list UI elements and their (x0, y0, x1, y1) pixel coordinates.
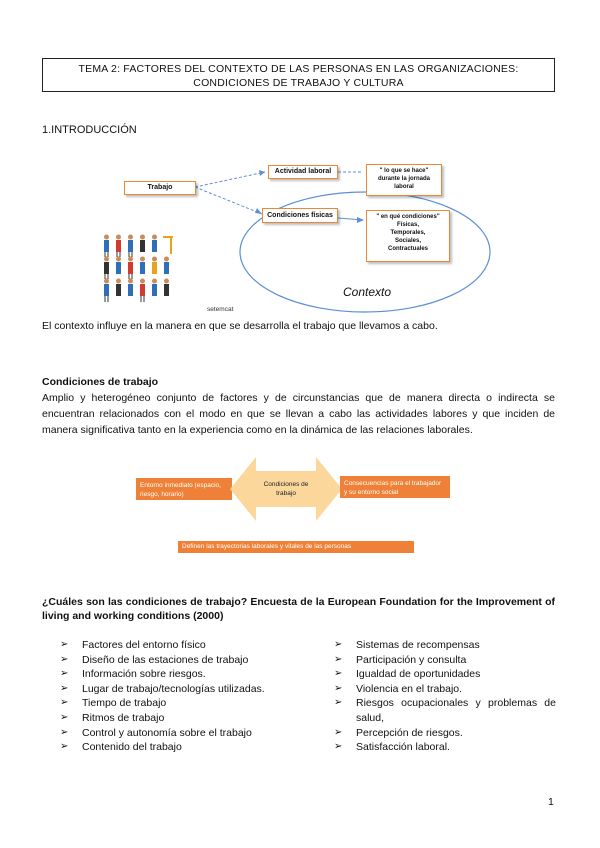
encuesta-heading: ¿Cuáles son las condiciones de trabajo? Encuesta de la European Foundation for the Improvement of living and working conditions (2000) (42, 596, 555, 622)
list-item: ➢ Tiempo de trabajo (60, 696, 300, 711)
list-item: ➢ Violencia en el trabajo. (334, 682, 556, 697)
list-item: ➢ Igualdad de oportunidades (334, 667, 556, 682)
list-item: ➢ Contenido del trabajo (60, 740, 300, 755)
condiciones-note-line: Contractuales (387, 246, 428, 252)
title-line-1: TEMA 2: FACTORES DEL CONTEXTO DE LAS PERSONAS EN LAS ORGANIZACIONES: (78, 63, 519, 75)
contexto-label: Contexto (343, 285, 392, 299)
list-item: ➢ Información sobre riesgos. (60, 667, 300, 682)
condiciones-note-line: Sociales, (394, 238, 421, 244)
list-item: ➢ Satisfacción laboral. (334, 740, 556, 755)
list-item: ➢ Sistemas de recompensas (334, 638, 556, 653)
condiciones-note-box (366, 210, 450, 262)
list-item: ➢ Participación y consulta (334, 653, 556, 668)
arrow-to-actividad (195, 172, 265, 187)
list-item: ➢ Control y autonomía sobre el trabajo (60, 726, 300, 741)
section-heading-intro: 1.INTRODUCCIÓN (42, 124, 137, 136)
condiciones-note-line: Físicas, (396, 222, 419, 228)
title-line-2: CONDICIONES DE TRABAJO Y CULTURA (193, 77, 404, 89)
title-box (42, 58, 555, 92)
condiciones-fisicas-box: Condiciones físicas (262, 208, 338, 223)
arrow-to-condiciones (195, 187, 262, 214)
list-item: ➢ Diseño de las estaciones de trabajo (60, 653, 300, 668)
condiciones-center-label: Condiciones de trabajo (263, 481, 309, 497)
page-number: 1 (548, 796, 554, 808)
actividad-note-box (366, 164, 442, 196)
trabajo-box: Trabajo (124, 181, 196, 195)
actividad-note-line: " lo que se hace" (379, 168, 429, 174)
list-item: ➢ Factores del entorno físico (60, 638, 300, 653)
consecuencias-box: Consecuencias para el trabajador y su entorno social (340, 476, 450, 498)
list-item: ➢ Lugar de trabajo/tecnologías utilizadas. (60, 682, 300, 697)
list-item: ➢ Ritmos de trabajo (60, 711, 300, 726)
entorno-box: Entorno inmediato (espacio, riesgo, horario) (136, 478, 232, 500)
condiciones-note-line: " en qué condiciones" (376, 214, 440, 220)
actividad-laboral-box: Actividad laboral (268, 165, 338, 179)
condiciones-heading: Condiciones de trabajo (42, 376, 159, 388)
actividad-note-line: durante la jornada (377, 176, 430, 182)
left-factor-list (60, 638, 300, 755)
workers-illustration (100, 232, 200, 316)
right-factor-list (334, 638, 556, 755)
condiciones-paragraph: Amplio y heterogéneo conjunto de factores y de circunstancias que de manera directa o indirecta se encuentran relacionados con el modo en que se llevan a cabo las actividades labores y que inciden de manera significativa tanto en la experiencia como en la dinámica de las relaciones laborales. (42, 392, 555, 436)
image-caption: setemcat (207, 306, 234, 313)
list-item: ➢ Percepción de riesgos. (334, 726, 556, 741)
trayectorias-box: Definen las trayectorias laborales y vitales de las personas (178, 541, 414, 553)
intro-text: El contexto influye en la manera en que se desarrolla el trabajo que llevamos a cabo. (42, 320, 438, 332)
actividad-note-line: laboral (394, 184, 414, 190)
condiciones-note-line: Temporales, (390, 230, 426, 236)
list-item: ➢ Riesgos ocupacionales y problemas de salud, (334, 696, 556, 725)
